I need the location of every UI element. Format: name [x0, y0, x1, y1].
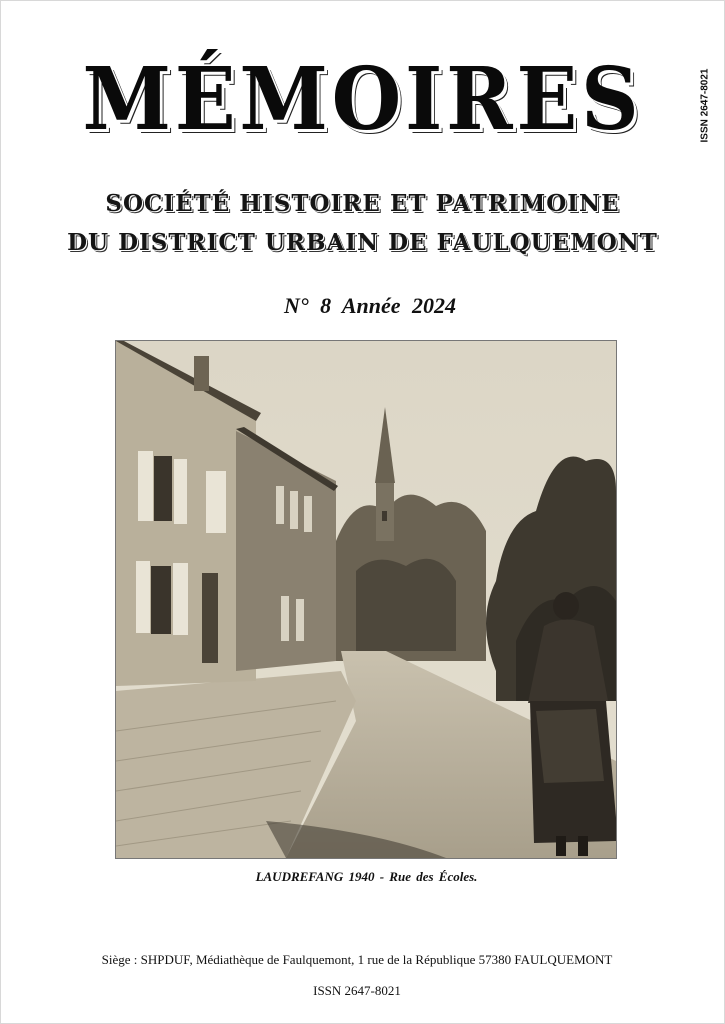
issue-number: N° 8 Année 2024 — [283, 293, 457, 318]
side-issn — [697, 62, 711, 154]
cover-photo — [115, 340, 617, 859]
society-name-line2: DU DISTRICT URBAIN DE FAULQUEMONT — [67, 229, 658, 256]
society-name-line1: SOCIÉTÉ HISTOIRE ET PATRIMOINE — [105, 190, 620, 217]
side-issn-text: ISSN 2647-8021 — [699, 68, 711, 143]
village-street-photo — [116, 341, 616, 858]
footer-issn: ISSN 2647-8021 — [313, 983, 401, 998]
footer-address: Siège : SHPDUF, Médiathèque de Faulquemont, 1 rue de la République 57380 FAULQUEMONT — [101, 952, 613, 967]
journal-title: MÉMOIRES — [82, 49, 643, 150]
photo-caption: LAUDREFANG 1940 - Rue des Écoles. — [255, 869, 478, 884]
